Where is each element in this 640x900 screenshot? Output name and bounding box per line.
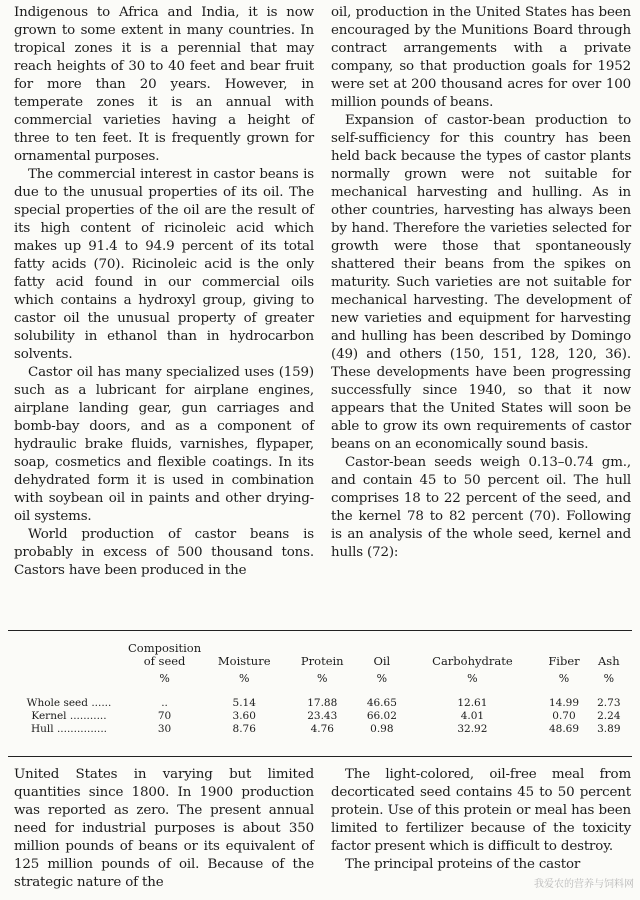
- table-cell: 5.14: [232, 697, 256, 709]
- table-units-row: [10, 668, 628, 697]
- paragraph: Expansion of castor-bean production to self-sufficiency for this country has been held back because the types of castor plants normally grown were not suitable for mechanical harvesting and hulling. As in other countries, harvesting has always been by hand. Therefore the varieties selected for growth were those that spontaneously shattered their beans from the spikes on maturity. Such varieties are not suitable for mechanical harvesting. The development of new varieties and equipment for harvesting and hulling has been described by Domingo (49) and others (150, 151, 128, 120, 36). These developments have been progressing successfully since 1940, so that it now appears that the United States will soon be able to grow its own requirements of castor beans on an economically sound basis.: [331, 113, 631, 452]
- table-cell: 46.65: [366, 697, 397, 709]
- header-cell: Moisture: [217, 654, 271, 668]
- table-cell: ..: [161, 697, 168, 709]
- table-cell: 12.61: [457, 697, 488, 709]
- table-cell: 4.76: [310, 723, 334, 735]
- table-cell: 48.69: [548, 723, 580, 735]
- watermark: 我爱农的营养与饲料网: [534, 879, 634, 890]
- row-label: Hull ...............: [30, 723, 108, 735]
- table-cell: 66.02: [366, 710, 397, 722]
- header-cell: Composition of seed: [128, 641, 202, 668]
- table-top-rule: [8, 630, 632, 631]
- paragraph: The light-colored, oil-free meal from decorticated seed contains 45 to 50 percent protein. Use of this protein or meal has been limited to fertilizer because of the toxicity factor present which is difficult to destroy.: [331, 767, 631, 854]
- table-row: [10, 710, 628, 723]
- unit-cell: %: [558, 672, 570, 685]
- table-cell: 8.76: [232, 723, 256, 735]
- unit-cell: %: [376, 672, 388, 685]
- seed-analysis-table: [10, 640, 628, 736]
- unit-cell: %: [238, 672, 250, 685]
- text-column-bottom-left: [14, 766, 314, 892]
- table-cell: 70: [157, 710, 172, 722]
- table-row: [10, 697, 628, 710]
- table-bottom-rule: [8, 756, 632, 757]
- table-cell: 3.60: [232, 710, 256, 722]
- paragraph: United States in varying but limited quantities since 1800. In 1900 production was reported as zero. The present annual need for industrial purposes is about 350 million pounds of beans or its equivalent of 125 million pounds of oil. Because of the strategic nature of the: [14, 767, 314, 890]
- row-label: Whole seed ......: [26, 697, 112, 709]
- table-cell: 14.99: [548, 697, 580, 709]
- unit-cell: %: [317, 672, 328, 685]
- paragraph: World production of castor beans is probably in excess of 500 thousand tons. Castors have been produced in the: [14, 527, 314, 578]
- header-cell: Ash: [598, 654, 620, 668]
- table-cell: 0.98: [370, 723, 394, 735]
- unit-cell: %: [603, 672, 615, 685]
- text-column-top-left: [14, 4, 314, 580]
- header-cell: Fiber: [548, 654, 580, 668]
- table-cell: 2.24: [597, 710, 621, 722]
- table-cell: 4.01: [460, 710, 485, 722]
- table-cell: 0.70: [552, 710, 576, 722]
- text-column-top-right: [331, 4, 631, 562]
- paragraph: Castor-bean seeds weigh 0.13–0.74 gm., and contain 45 to 50 percent oil. The hull comprises 18 to 22 percent of the seed, and the kernel 78 to 82 percent (70). Following is an analysis of the whole seed, kernel and hulls (72):: [331, 455, 631, 560]
- header-cell: [10, 640, 128, 668]
- row-label: Kernel ...........: [31, 710, 107, 722]
- unit-cell: %: [467, 672, 478, 685]
- paragraph: Castor oil has many specialized uses (159) such as a lubricant for airplane engines, airplane landing gear, gun carriages and bomb-bay doors, and as a component of hydraulic brake fluids, varnishes, flypaper, soap, cosmetics and flexible coatings. In its dehydrated form it is used in combination with soybean oil in paints and other drying-oil systems.: [14, 365, 314, 524]
- header-cell: Oil: [373, 654, 391, 668]
- table-cell: 2.73: [597, 697, 621, 709]
- unit-cell: %: [159, 672, 170, 685]
- table-header-row: [10, 640, 628, 668]
- header-cell: Protein: [300, 654, 344, 668]
- paragraph: Indigenous to Africa and India, it is now grown to some extent in many countries. In tropical zones it is a perennial that may reach heights of 30 to 40 feet and bear fruit for more than 20 years. However, in temperate zones it is an annual with commercial varieties having a height of three to ten feet. It is frequently grown for ornamental purposes.: [14, 5, 314, 164]
- table-cell: 17.88: [307, 697, 338, 709]
- unit-cell: [10, 668, 128, 697]
- table-row: [10, 723, 628, 736]
- table-cell: 32.92: [457, 723, 488, 735]
- header-cell: Carbohydrate: [432, 654, 513, 668]
- text-column-bottom-right: [331, 766, 631, 874]
- paragraph: The commercial interest in castor beans is due to the unusual properties of its oil. The special properties of the oil are the result of its high content of ricinoleic acid which makes up 91.4 to 94.9 percent of its total fatty acids (70). Ricinoleic acid is the only fatty acid found in our commercial oils which contains a hydroxyl group, giving to castor oil the unusual property of greater solubility in ethanol than in hydrocarbon solvents.: [14, 167, 314, 362]
- paragraph: oil, production in the United States has been encouraged by the Munitions Board through contract arrangements with a private company, so that production goals for 1952 were set at 200 thousand acres for over 100 million pounds of beans.: [331, 5, 631, 110]
- table-cell: 3.89: [597, 723, 621, 735]
- table-cell: 23.43: [307, 710, 338, 722]
- paragraph: The principal proteins of the castor: [345, 857, 581, 872]
- table-cell: 30: [157, 723, 172, 735]
